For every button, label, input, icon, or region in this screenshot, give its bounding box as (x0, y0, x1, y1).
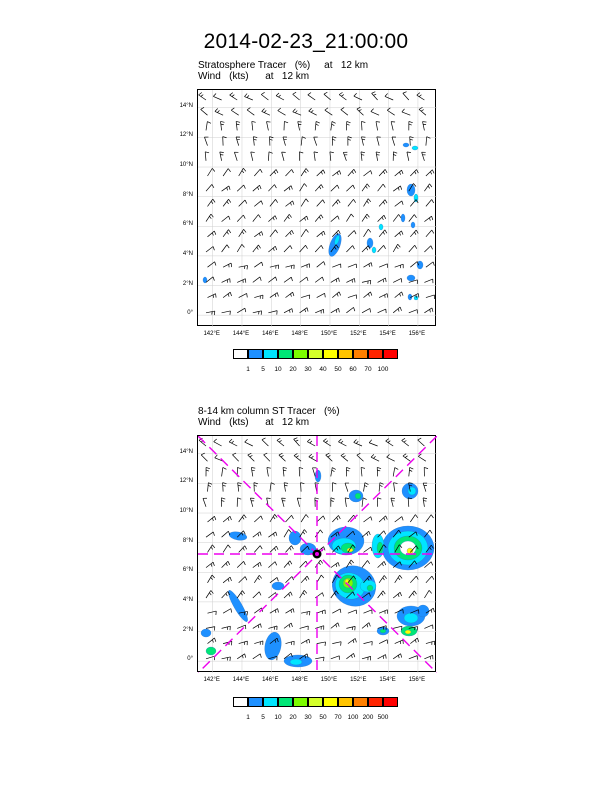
top-colorbar-label: 30 (304, 366, 312, 373)
bottom-lon-tick: 152°E (350, 677, 367, 683)
top-colorbar-swatch (308, 349, 323, 359)
bottom-colorbar-swatch (278, 697, 293, 707)
bottom-lat-tick: 12°N (179, 478, 193, 485)
top-colorbar-swatch (383, 349, 398, 359)
bottom-lat-tick: 14°N (179, 448, 193, 455)
tracer-contour (412, 146, 418, 150)
bottom-colorbar-swatch (248, 697, 263, 707)
top-colorbar-swatch (338, 349, 353, 359)
top-colorbar-label: 70 (364, 366, 372, 373)
top-lat-tick: 0° (187, 310, 193, 317)
bottom-colorbar-label: 1 (246, 714, 250, 721)
wind-barbs (199, 92, 435, 315)
top-lat-tick: 2°N (182, 280, 193, 287)
bottom-lon-tick: 154°E (379, 677, 396, 683)
bottom-colorbar-swatch (338, 697, 353, 707)
top-colorbar-swatch (323, 349, 338, 359)
tracer-contour (405, 630, 411, 634)
tracer-contour (407, 184, 415, 196)
bottom-colorbar-label: 500 (377, 714, 389, 721)
bottom-colorbar (233, 697, 398, 721)
bottom-map-panel (197, 435, 436, 672)
bottom-colorbar-label: 70 (334, 714, 342, 721)
bottom-colorbar-label: 30 (304, 714, 312, 721)
top-colorbar-swatch (263, 349, 278, 359)
bottom-colorbar-swatch (353, 697, 368, 707)
top-lat-tick: 6°N (182, 221, 193, 228)
bottom-lat-tick: 4°N (182, 596, 193, 603)
top-colorbar-label: 10 (274, 366, 282, 373)
top-panel-title-line1: Stratosphere Tracer (%) at 12 km (198, 60, 369, 71)
bottom-colorbar-label: 5 (261, 714, 265, 721)
bottom-colorbar-label: 200 (362, 714, 374, 721)
bottom-lat-tick: 2°N (182, 626, 193, 633)
tracer-contour (407, 275, 415, 281)
bottom-colorbar-swatch (263, 697, 278, 707)
top-colorbar-label: 40 (319, 366, 327, 373)
top-lon-tick: 156°E (408, 331, 426, 337)
bottom-lon-tick: 142°E (203, 677, 220, 683)
top-map-svg (198, 90, 437, 327)
top-panel-title-line2: Wind (kts) at 12 km (198, 71, 310, 82)
bottom-lon-tick: 156°E (408, 677, 426, 683)
top-colorbar-label: 20 (289, 366, 297, 373)
tracer-contour (411, 222, 415, 228)
tracer-contour (404, 613, 418, 623)
top-lon-tick: 144°E (232, 331, 250, 337)
bottom-colorbar-label: 10 (274, 714, 282, 721)
top-colorbar-swatch (248, 349, 263, 359)
top-map-panel (197, 89, 436, 326)
tracer-contour (367, 585, 373, 591)
bottom-colorbar-label: 20 (289, 714, 297, 721)
bottom-lon-tick: 150°E (320, 677, 338, 683)
top-lat-tick: 12°N (179, 132, 193, 139)
bottom-colorbar-swatch (308, 697, 323, 707)
tracer-contour (379, 224, 383, 230)
bottom-lon-tick: 144°E (232, 677, 250, 683)
top-lon-tick: 152°E (350, 331, 367, 337)
tracer-contour (263, 631, 284, 661)
top-colorbar-swatch (368, 349, 383, 359)
top-colorbar-swatch (293, 349, 308, 359)
top-colorbar-label: 50 (334, 366, 342, 373)
bottom-colorbar-label: 50 (319, 714, 327, 721)
bottom-colorbar-swatch (383, 697, 398, 707)
top-colorbar-swatch (278, 349, 293, 359)
tracer-contour (290, 659, 302, 665)
bottom-panel-title-line1: 8-14 km column ST Tracer (%) (198, 406, 340, 417)
tracer-contour (372, 247, 376, 253)
tracer-contour (407, 548, 413, 554)
top-lon-tick: 148°E (291, 331, 308, 337)
tracer-contour (206, 647, 216, 655)
bottom-colorbar-swatch (323, 697, 338, 707)
tracer-contour (408, 487, 416, 495)
tracer-contour (403, 143, 409, 147)
bottom-colorbar-swatch (368, 697, 383, 707)
bottom-lat-tick: 0° (187, 656, 193, 663)
bottom-lon-tick: 146°E (262, 677, 279, 683)
tracer-contour (326, 232, 344, 258)
bottom-lon-tick: 148°E (291, 677, 308, 683)
top-lon-tick: 142°E (203, 331, 220, 337)
top-colorbar-swatch (233, 349, 248, 359)
top-colorbar-label: 1 (246, 366, 250, 373)
tracer-contour (355, 493, 361, 499)
bottom-lat-tick: 8°N (182, 537, 193, 544)
tracer-contour (315, 470, 321, 482)
bottom-colorbar-swatch (293, 697, 308, 707)
top-colorbar-label: 100 (377, 366, 389, 373)
bottom-map-svg (198, 436, 437, 673)
figure-title: 2014-02-23_21:00:00 (203, 30, 409, 53)
top-lat-tick: 14°N (179, 102, 193, 109)
tracer-contour (201, 629, 211, 637)
center-marker-dot (315, 552, 319, 556)
top-lat-tick: 8°N (182, 191, 193, 198)
top-lon-tick: 146°E (262, 331, 279, 337)
bottom-colorbar-label: 100 (347, 714, 359, 721)
top-lon-tick: 150°E (320, 331, 338, 337)
top-colorbar (233, 349, 398, 373)
top-colorbar-label: 5 (261, 366, 265, 373)
tracer-contour (377, 542, 383, 554)
bottom-lat-tick: 10°N (179, 508, 193, 515)
top-colorbar-label: 60 (349, 366, 357, 373)
top-colorbar-swatch (353, 349, 368, 359)
top-lat-tick: 4°N (182, 250, 193, 257)
tracer-contour (417, 261, 423, 269)
bottom-lat-tick: 6°N (182, 567, 193, 574)
top-lat-tick: 10°N (179, 162, 193, 169)
bottom-panel-title-line2: Wind (kts) at 12 km (198, 417, 310, 428)
tracer-contour (380, 629, 386, 633)
top-lon-tick: 154°E (379, 331, 396, 337)
bottom-colorbar-swatch (233, 697, 248, 707)
tracer-contour (401, 214, 405, 222)
